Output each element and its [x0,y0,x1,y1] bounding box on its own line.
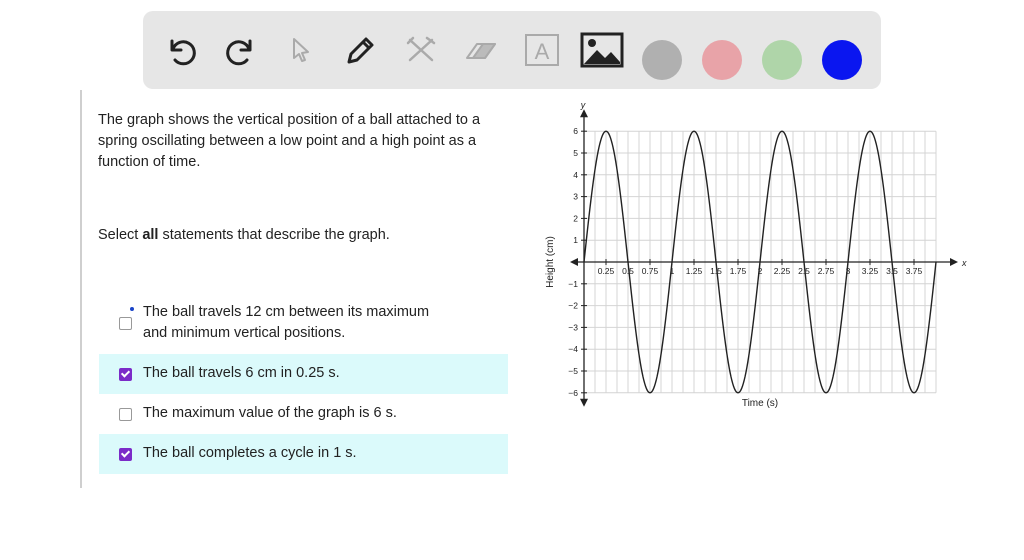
y-tick-label: 1 [573,235,578,246]
x-tick-label: 0.5 [622,266,634,276]
option-4-checkbox[interactable] [119,448,132,461]
x-tick-label: 2.25 [773,266,791,276]
image-button[interactable] [582,30,622,70]
text-box-icon [522,30,562,70]
question-instruction [98,225,390,246]
y-tick-label: −3 [568,322,578,333]
y-tick-label: −4 [568,344,578,355]
select-button[interactable] [281,30,321,70]
instruction-bold: all [142,227,159,243]
undo-icon [161,30,201,70]
x-tick-label: 2.75 [817,266,835,276]
tools-icon [401,30,441,70]
y-tick-label: 2 [573,213,578,224]
x-tick-label: 0.75 [641,266,659,276]
x-tick-label: 1.75 [729,266,747,276]
y-tick-label: 4 [573,169,578,180]
y-axis-arrow-up [580,109,588,117]
eraser-button[interactable] [461,30,501,70]
drawing-toolbar [143,11,881,89]
x-axis-title: Time (s) [741,397,779,409]
option-2-text: The ball travels 6 cm in 0.25 s. [143,365,340,381]
option-3-checkbox[interactable] [119,408,132,421]
color-swatch-blue[interactable] [822,40,862,80]
y-axis-title: Height (cm) [545,236,556,288]
x-tick-label: 2 [757,266,763,276]
x-axis-arrow-left [570,258,578,266]
color-swatch-green[interactable] [762,40,802,80]
option-1-checkbox[interactable] [119,317,132,330]
image-icon [580,30,624,70]
redo-icon [221,30,261,70]
option-1-marker [130,307,134,311]
x-tick-label: 1 [669,266,675,276]
instruction-post: statements that describe the graph. [158,227,390,243]
y-tick-label: −5 [568,366,578,376]
redo-button[interactable] [221,30,261,70]
tools-button[interactable] [401,30,441,70]
x-tick-label: 1.25 [685,266,703,276]
undo-button[interactable] [161,30,201,70]
text-button[interactable] [522,30,562,70]
pen-icon [341,30,381,70]
answer-option-2[interactable] [99,354,508,394]
pen-button[interactable] [341,30,381,70]
text-box-glyph: A [534,39,550,64]
select-pointer-icon [281,30,321,70]
color-swatch-pink[interactable] [702,40,742,80]
x-axis-arrow-right [950,258,958,266]
x-tick-label: 3.25 [861,266,879,276]
option-3-text: The maximum value of the graph is 6 s. [143,405,397,421]
height-vs-time-graph [537,100,967,415]
eraser-icon [461,30,501,70]
option-1-text-line1: The ball travels 12 cm between its maximum [143,304,430,320]
x-tick-label: 1.5 [710,266,722,276]
left-divider [80,90,82,488]
y-tick-label: −2 [568,300,578,311]
instruction-pre: Select [98,227,143,243]
x-tick-label: 3.75 [905,266,923,276]
option-1-text-line2: and minimum vertical positions. [143,325,346,341]
y-tick-label: −1 [568,278,578,289]
x-tick-label: 3.5 [886,266,898,276]
x-tick-label: 3 [845,266,851,276]
answer-option-3[interactable] [99,394,508,434]
option-4-text: The ball completes a cycle in 1 s. [143,445,357,461]
y-axis-arrow-down [580,399,588,407]
answer-option-1[interactable] [99,302,508,346]
y-tick-label: −6 [568,387,578,398]
question-prompt: The graph shows the vertical position of a ball attached to a spring oscillating between a low point and a high point as a function of time. [98,112,481,170]
x-tick-label: 2.5 [798,266,810,276]
y-tick-label: 3 [573,191,578,202]
y-axis-letter: y [580,100,586,111]
y-tick-label: 6 [573,126,578,137]
x-axis-letter: x [962,258,967,268]
answer-option-4[interactable] [99,434,508,474]
x-tick-label: 0.25 [597,266,615,276]
y-tick-label: 5 [573,148,578,158]
color-swatch-gray[interactable] [642,40,682,80]
option-2-checkbox[interactable] [119,368,132,381]
